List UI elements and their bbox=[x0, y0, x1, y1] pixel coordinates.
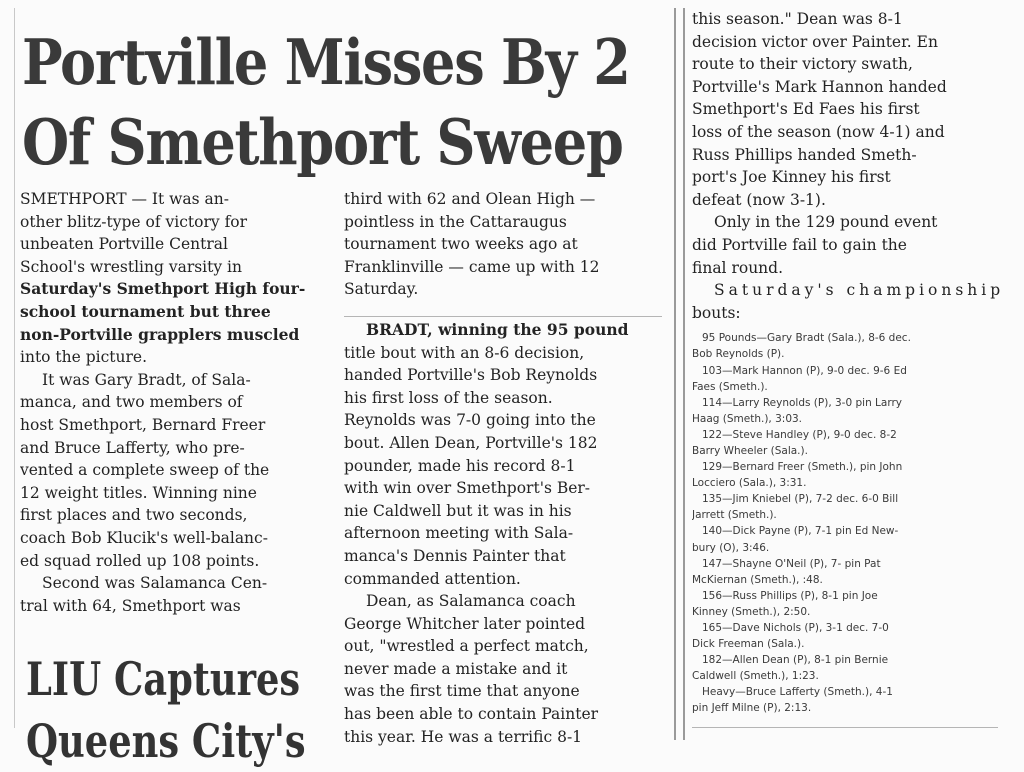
result-line: Heavy—Bruce Lafferty (Smeth.), 4-1 bbox=[702, 686, 893, 699]
text-line: host Smethport, Bernard Freer bbox=[20, 415, 266, 434]
headline-line-1: Portville Misses By 2 bbox=[22, 25, 630, 99]
text-line: Saturday. bbox=[344, 280, 419, 299]
text-line: unbeaten Portville Central bbox=[20, 235, 228, 254]
article-headline bbox=[22, 22, 630, 182]
paragraph bbox=[344, 590, 662, 748]
text-line: commanded attention. bbox=[344, 569, 521, 588]
text-line: 12 weight titles. Winning nine bbox=[20, 483, 257, 502]
text-line: vented a complete sweep of the bbox=[20, 461, 270, 480]
text-line: ed squad rolled up 108 points. bbox=[20, 551, 260, 570]
result-line: 103—Mark Hannon (P), 9-0 dec. 9-6 Ed bbox=[702, 364, 907, 377]
result-line: McKiernan (Smeth.), :48. bbox=[692, 573, 823, 586]
result-line: 147—Shayne O'Neil (P), 7- pin Pat bbox=[702, 557, 881, 570]
result-line: 156—Russ Phillips (P), 8-1 pin Joe bbox=[702, 589, 878, 602]
result-line: 114—Larry Reynolds (P), 3-0 pin Larry bbox=[702, 396, 903, 409]
text-line: manca, and two members of bbox=[20, 393, 243, 412]
text-line: Franklinville — came up with 12 bbox=[344, 257, 600, 276]
text-line: out, "wrestled a perfect match, bbox=[344, 637, 589, 656]
result-line: 140—Dick Payne (P), 7-1 pin Ed New- bbox=[702, 525, 899, 538]
paragraph bbox=[20, 572, 338, 617]
result-line: bury (O), 3:46. bbox=[692, 541, 770, 554]
text-line: nie Caldwell but it was in his bbox=[344, 501, 572, 520]
bottom-divider bbox=[692, 727, 998, 728]
text-line: title bout with an 8-6 decision, bbox=[344, 343, 585, 362]
text-line: first places and two seconds, bbox=[20, 506, 248, 525]
result-line: Haag (Smeth.), 3:03. bbox=[692, 412, 803, 425]
text-line: this season." Dean was 8-1 bbox=[692, 10, 903, 28]
result-line: Jarrett (Smeth.). bbox=[692, 509, 777, 522]
article-column-1 bbox=[20, 188, 338, 617]
result-line: Barry Wheeler (Sala.). bbox=[692, 444, 808, 457]
result-line: 182—Allen Dean (P), 8-1 pin Bernie bbox=[702, 654, 889, 667]
text-line: Saturday's championship bbox=[714, 281, 1004, 300]
text-line: route to their victory swath, bbox=[692, 55, 913, 74]
result-line: Locciero (Sala.), 3:31. bbox=[692, 477, 807, 490]
article-column-3 bbox=[692, 8, 1004, 717]
paragraph bbox=[692, 279, 1004, 324]
text-line: Saturday's Smethport High four- bbox=[20, 279, 306, 299]
text-line: bouts: bbox=[692, 303, 741, 322]
article-column-2 bbox=[344, 188, 662, 748]
text-line: Second was Salamanca Cen- bbox=[42, 574, 268, 593]
paragraph bbox=[692, 8, 1004, 211]
text-line: other blitz-type of victory for bbox=[20, 212, 248, 231]
text-line: Only in the 129 pound event bbox=[714, 213, 938, 232]
text-line: Reynolds was 7-0 going into the bbox=[344, 411, 596, 430]
text-line: tournament two weeks ago at bbox=[344, 235, 578, 254]
text-line: Dean, as Salamanca coach bbox=[366, 592, 576, 611]
text-line: manca's Dennis Painter that bbox=[344, 546, 566, 565]
text-line: was the first time that anyone bbox=[344, 682, 580, 701]
result-line: 165—Dave Nichols (P), 3-1 dec. 7-0 bbox=[702, 622, 889, 634]
text-line: never made a mistake and it bbox=[344, 659, 568, 678]
headline-line-2: Of Smethport Sweep bbox=[22, 105, 623, 179]
text-line: has been able to contain Painter bbox=[344, 705, 599, 724]
text-line: Portville's Mark Hannon handed bbox=[692, 77, 947, 96]
subhead-line-1: LIU Captures bbox=[26, 652, 301, 706]
paragraph bbox=[344, 188, 662, 301]
result-line: Faes (Smeth.). bbox=[692, 380, 768, 393]
result-line: 122—Steve Handley (P), 9-0 dec. 8-2 bbox=[702, 428, 897, 441]
result-line: Caldwell (Smeth.), 1:23. bbox=[692, 670, 819, 683]
result-line: Bob Reynolds (P). bbox=[692, 348, 785, 361]
left-edge-rule bbox=[14, 8, 15, 728]
result-line: pin Jeff Milne (P), 2:13. bbox=[692, 702, 812, 715]
text-line: decision victor over Painter. En bbox=[692, 32, 938, 51]
text-line: this year. He was a terrific 8-1 bbox=[344, 727, 583, 746]
text-line: loss of the season (now 4-1) and bbox=[692, 122, 945, 141]
text-line: SMETHPORT — It was an- bbox=[20, 190, 230, 208]
result-line: 129—Bernard Freer (Smeth.), pin John bbox=[702, 461, 903, 474]
result-line: Kinney (Smeth.), 2:50. bbox=[692, 605, 811, 618]
text-line: into the picture. bbox=[20, 348, 148, 367]
column-rule bbox=[674, 8, 676, 740]
subhead-line-2: Queens City's bbox=[26, 714, 306, 768]
next-article-headline bbox=[26, 648, 306, 772]
paragraph bbox=[692, 211, 1004, 279]
text-line: Smethport's Ed Faes his first bbox=[692, 100, 920, 119]
text-line: coach Bob Klucik's well-balanc- bbox=[20, 528, 268, 547]
text-line: Russ Phillips handed Smeth- bbox=[692, 145, 917, 164]
paragraph bbox=[20, 369, 338, 572]
text-line: his first loss of the season. bbox=[344, 388, 553, 407]
result-line: Dick Freeman (Sala.). bbox=[692, 638, 805, 651]
text-line: School's wrestling varsity in bbox=[20, 257, 242, 276]
text-line: non-Portville grapplers muscled bbox=[20, 324, 300, 344]
text-line: pounder, made his record 8-1 bbox=[344, 456, 576, 475]
text-line: bout. Allen Dean, Portville's 182 bbox=[344, 433, 598, 452]
column-rule bbox=[683, 8, 685, 740]
text-line: school tournament but three bbox=[20, 301, 271, 321]
result-line: 95 Pounds—Gary Bradt (Sala.), 8-6 dec. bbox=[702, 332, 911, 345]
text-line: BRADT, winning the 95 pound bbox=[366, 319, 629, 339]
text-line: final round. bbox=[692, 258, 784, 277]
text-line: George Whitcher later pointed bbox=[344, 614, 586, 633]
text-line: third with 62 and Olean High — bbox=[344, 190, 596, 208]
text-line: defeat (now 3-1). bbox=[692, 190, 826, 209]
text-line: It was Gary Bradt, of Sala- bbox=[42, 370, 251, 389]
text-line: afternoon meeting with Sala- bbox=[344, 524, 574, 543]
text-line: with win over Smethport's Ber- bbox=[344, 479, 591, 498]
paragraph bbox=[344, 319, 662, 590]
results-list bbox=[692, 330, 1004, 716]
text-line: did Portville fail to gain the bbox=[692, 235, 907, 254]
text-line: handed Portville's Bob Reynolds bbox=[344, 366, 598, 385]
text-line: pointless in the Cattaraugus bbox=[344, 212, 567, 231]
text-line: port's Joe Kinney his first bbox=[692, 168, 891, 187]
paragraph bbox=[20, 188, 338, 369]
text-line: tral with 64, Smethport was bbox=[20, 596, 241, 615]
result-line: 135—Jim Kniebel (P), 7-2 dec. 6-0 Bill bbox=[702, 493, 899, 506]
text-line: and Bruce Lafferty, who pre- bbox=[20, 438, 245, 457]
